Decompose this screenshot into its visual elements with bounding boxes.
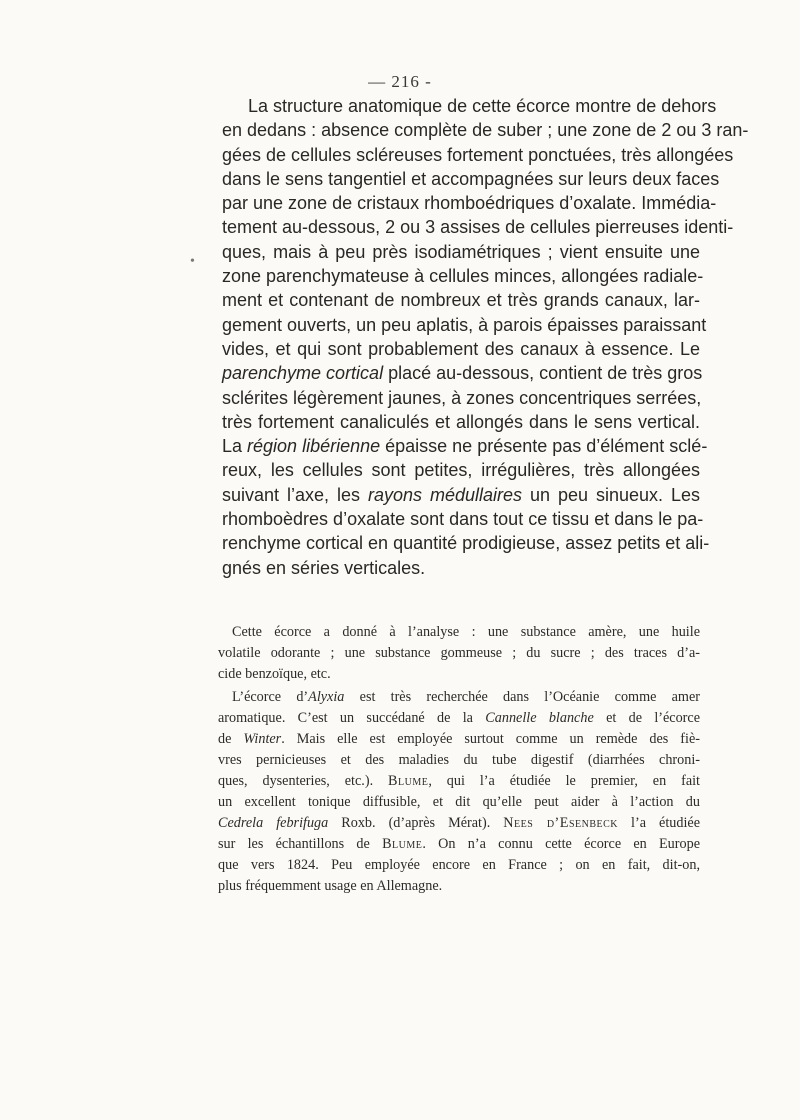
italic-term: rayons médullaires	[367, 484, 522, 505]
page-number: — 216 -	[368, 72, 432, 91]
text-line-with-italic: parenchyme cortical placé au-dessous, contient de très gros	[222, 363, 703, 384]
text-line: gement ouverts, un peu aplatis, à parois épaisses paraissant	[222, 314, 707, 335]
text-line: un excellent tonique diffusible, et dit qu’elle peut aider à l’action du	[218, 794, 700, 810]
text-line	[218, 834, 700, 855]
text-run: et de l’écorce	[593, 710, 700, 726]
text-line: reux, les cellules sont petites, irrégulières, très allongées	[222, 460, 700, 481]
text-line: dans le sens tangentiel et accompagnées sur leurs deux faces	[222, 168, 720, 189]
text-run: L’écorce d’	[232, 689, 309, 705]
text-line: par une zone de cristaux rhomboédriques d’oxalate. Immédia-	[222, 193, 717, 214]
text-line: que vers 1824. Peu employée encore en France ; on en fait, dit-on,	[218, 857, 700, 873]
text-line: très fortement canaliculés et allongés dans le sens vertical.	[222, 411, 700, 432]
text-line: sclérites légèrement jaunes, à zones concentriques serrées,	[222, 387, 702, 408]
text-run: ques, dysenteries, etc.).	[218, 773, 389, 789]
anatomy-paragraph	[222, 94, 749, 580]
text-run: Roxb. (d’après Mérat).	[328, 815, 504, 831]
author-name: Blume	[382, 836, 423, 852]
italic-term: Alyxia	[308, 689, 345, 705]
text-run: sur les échantillons de	[218, 836, 383, 852]
text-line: volatile odorante ; une substance gommeuse ; du sucre ; des traces d’a-	[218, 645, 700, 661]
text-line: en dedans : absence complète de suber ; une zone de 2 ou 3 ran-	[222, 120, 749, 141]
author-name: Nees d’Esenbeck	[503, 815, 619, 831]
margin-mark: •	[190, 254, 195, 269]
text-line	[218, 729, 700, 750]
text-line	[218, 771, 700, 792]
text-line: vres pernicieuses et des maladies du tube digestif (diarrhées chroni-	[218, 752, 700, 768]
text-line-with-italic: La région libérienne épaisse ne présente pas d’élément sclé-	[222, 436, 708, 457]
text-line: tement au-dessous, 2 ou 3 assises de cellules pierreuses identi-	[222, 217, 734, 238]
usage-paragraph	[218, 687, 700, 897]
text-line: La structure anatomique de cette écorce montre de dehors	[248, 96, 717, 116]
text-line: cide benzoïque, etc.	[218, 666, 331, 682]
text-line	[218, 813, 700, 834]
italic-term: Winter	[243, 731, 282, 747]
text-run: aromatique. C’est un succédané de la	[218, 710, 486, 726]
text-line: gées de cellules scléreuses fortement ponctuées, très allongées	[222, 144, 734, 165]
text-line: Cette écorce a donné à l’analyse : une substance amère, une huile	[232, 624, 700, 640]
text-line: vides, et qui sont probablement des canaux à essence. Le	[222, 338, 700, 359]
text-line-with-italic: suivant l’axe, les rayons médullaires un peu sinueux. Les	[222, 484, 700, 505]
text-run: l’a étudiée	[618, 815, 700, 831]
text-line: gnés en séries verticales.	[222, 557, 426, 578]
text-line	[218, 708, 700, 729]
text-line: plus fréquemment usage en Allemagne.	[218, 878, 443, 894]
text-run: , qui l’a étudiée le premier, en fait	[428, 773, 701, 789]
text-line: ques, mais à peu près isodiamétriques ; vient ensuite une	[222, 241, 700, 262]
text-run: . Mais elle est employée surtout comme un remède des fiè-	[281, 731, 700, 747]
text-line: ment et contenant de nombreux et très grands canaux, lar-	[222, 290, 700, 311]
text-line	[218, 687, 700, 708]
text-line: zone parenchymateuse à cellules minces, allongées radiale-	[222, 266, 704, 287]
italic-term: parenchyme cortical	[222, 363, 384, 384]
text-run: de	[218, 731, 244, 747]
italic-term: Cedrela febrifuga	[218, 815, 329, 831]
author-name: Blume	[388, 773, 429, 789]
italic-term: Cannelle blanche	[485, 710, 594, 726]
analysis-paragraph	[218, 622, 700, 685]
italic-term: région libérienne	[247, 436, 381, 457]
text-run: . On n’a connu cette écorce en Europe	[422, 836, 700, 852]
text-run: est très recherchée dans l’Océanie comme amer	[344, 689, 700, 705]
text-line: rhomboèdres d’oxalate sont dans tout ce tissu et dans le pa-	[222, 509, 704, 530]
text-line: renchyme cortical en quantité prodigieuse, assez petits et ali-	[222, 533, 710, 554]
